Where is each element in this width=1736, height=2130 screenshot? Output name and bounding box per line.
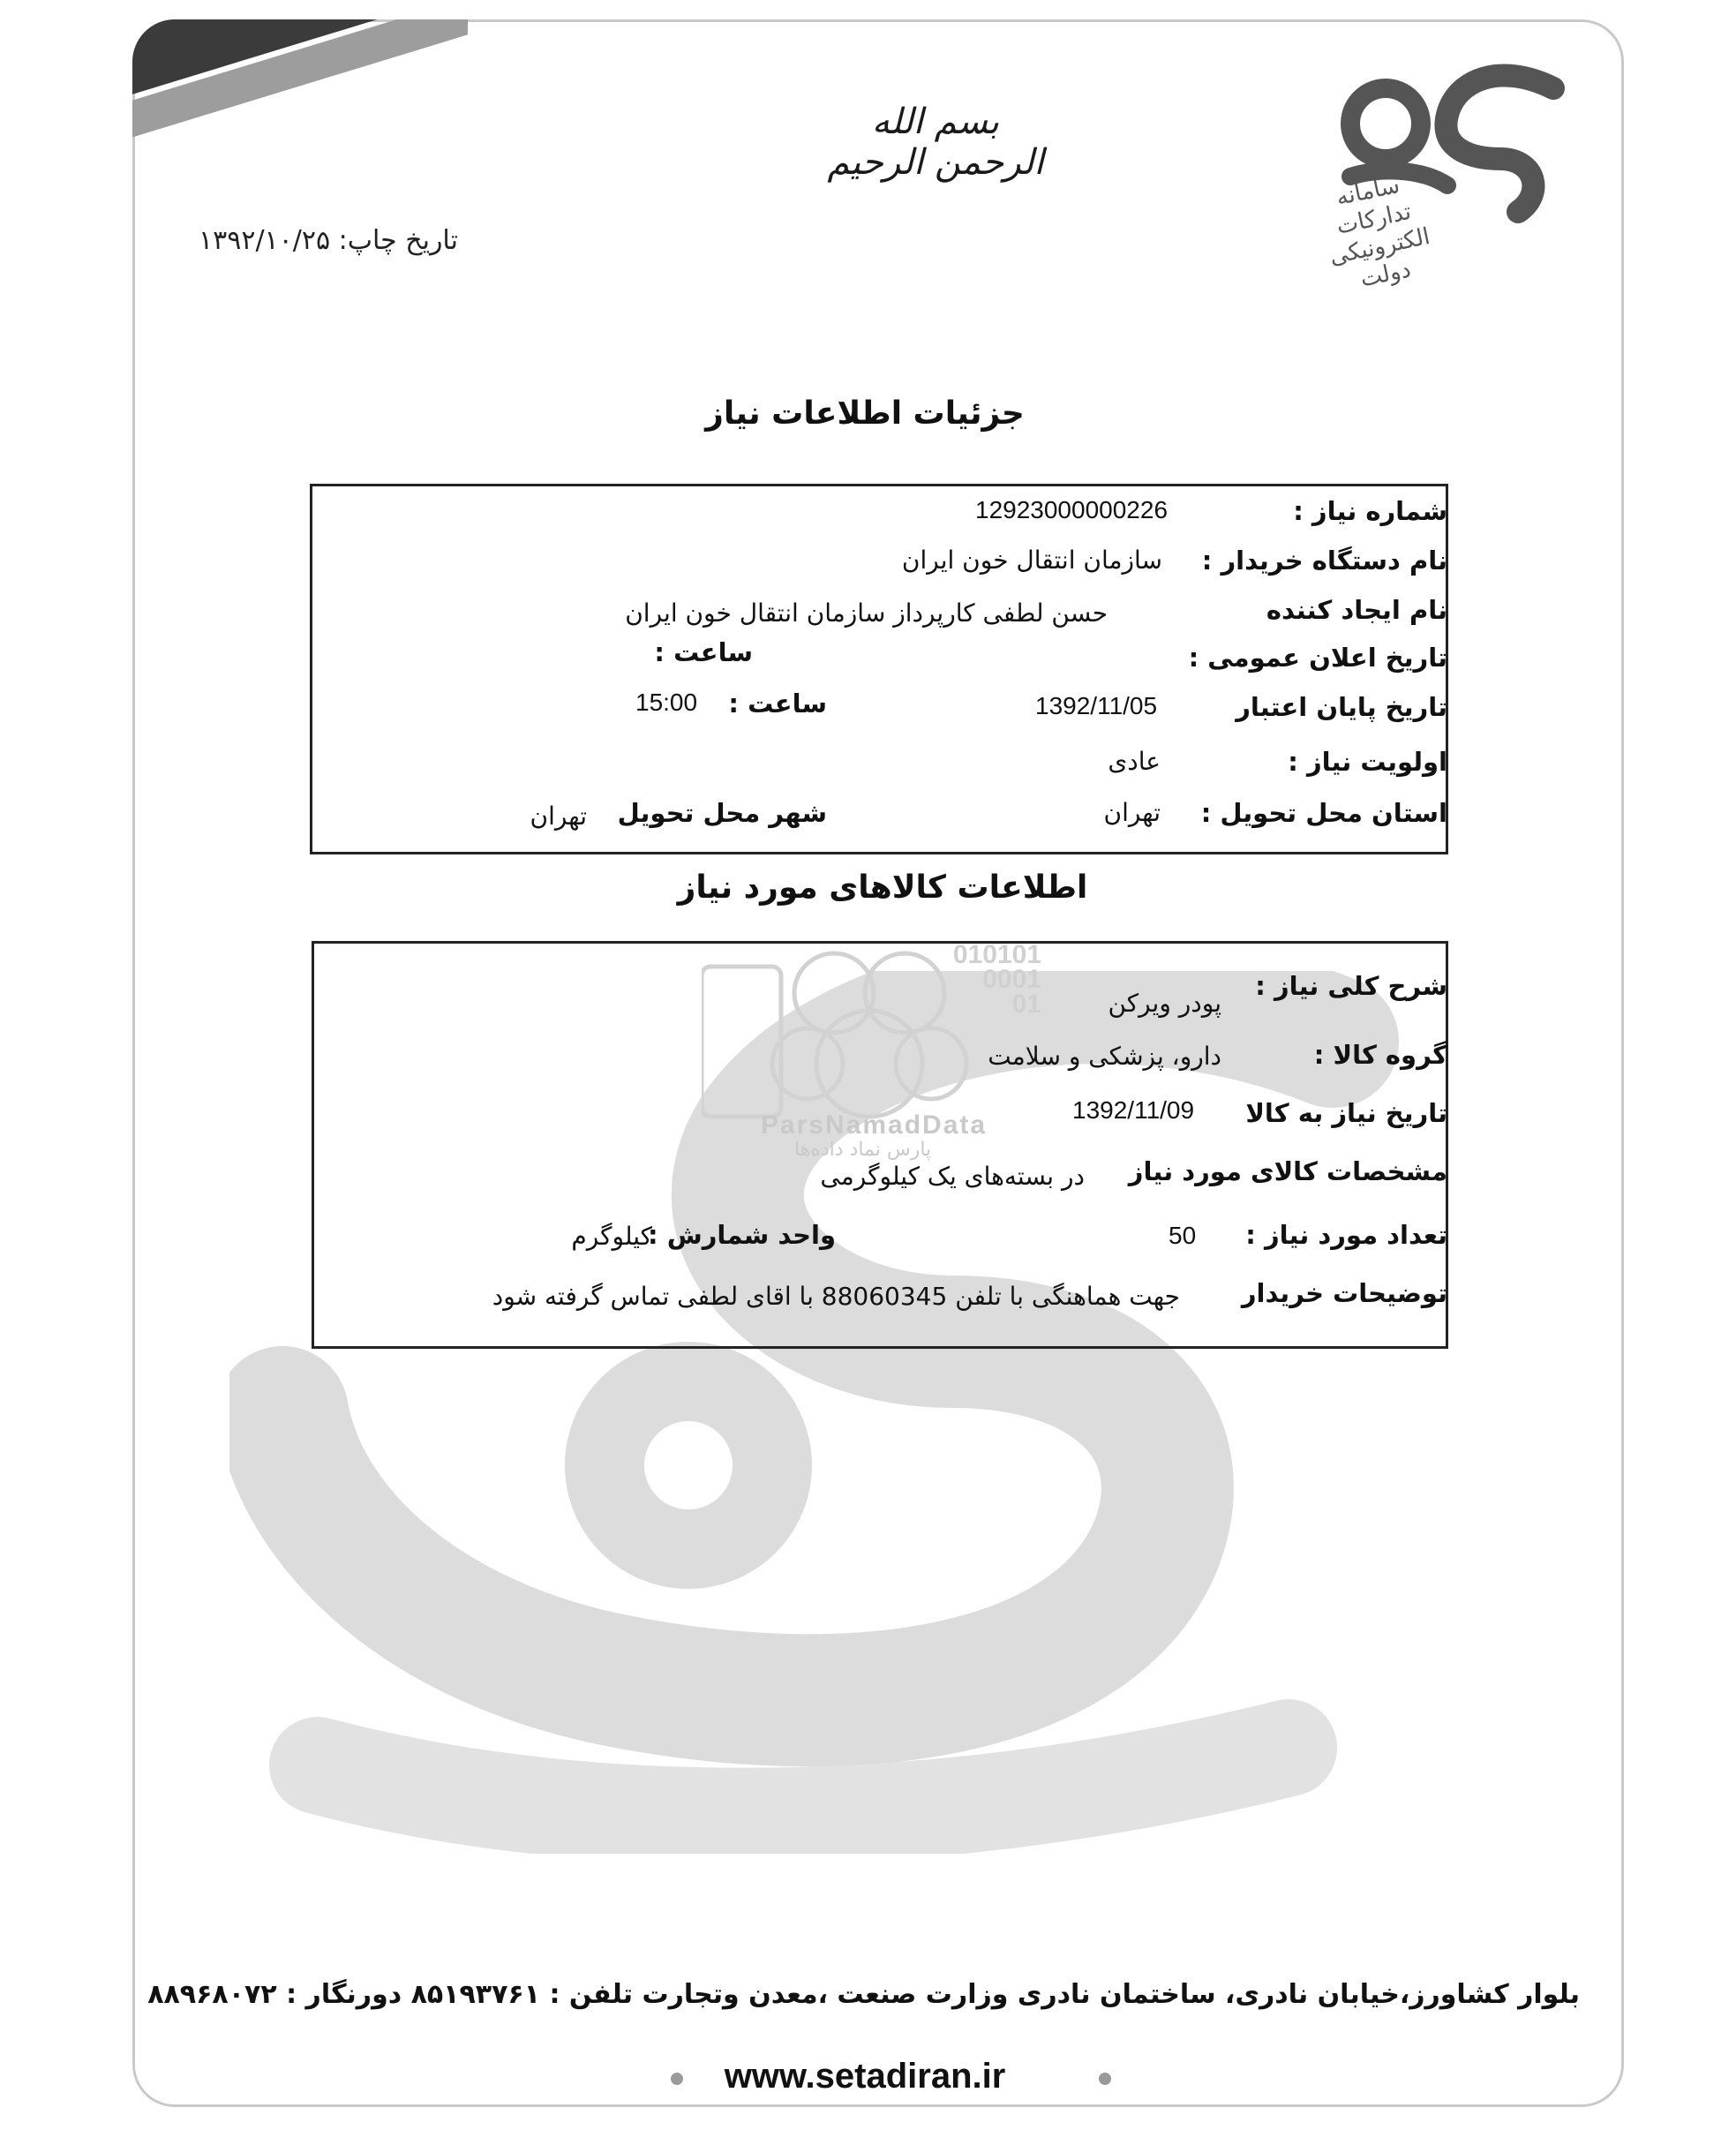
notes-label: توضیحات خریدار [1241,1278,1447,1308]
announce-time-label: ساعت : [654,637,753,667]
group-value: دارو، پزشکی و سلامت [988,1042,1221,1071]
announce-date-label: تاریخ اعلان عمومی : [1188,643,1447,673]
need-date-label: تاریخ نیاز به کالا [1245,1098,1447,1128]
unit-label: واحد شمارش : [648,1220,836,1250]
quantity-label: تعداد مورد نیاز : [1245,1220,1447,1250]
priority-label: اولویت نیاز : [1288,747,1447,777]
unit-value: کیلوگرم [571,1222,652,1251]
notes-value: جهت هماهنگی با تلفن 88060345 با اقای لطفی تماس گرفته شود [492,1282,1180,1311]
watermark-digits-line: 010101 [952,940,1041,969]
summary-label: شرح کلی نیاز : [1255,971,1447,1001]
validity-end-date: 1392/11/05 [1035,692,1158,719]
need-number-value: 12923000000226 [975,496,1169,523]
validity-end-label: تاریخ پایان اعتبار [1236,692,1447,722]
city-label: شهر محل تحویل [617,798,827,828]
watermark-digits [883,940,1041,1019]
summary-value: پودر ویرکن [1108,989,1221,1018]
province-label: استان محل تحویل : [1200,798,1447,828]
group-label: گروه کالا : [1313,1040,1447,1070]
watermark-brand-sub: پارس نماد داده‌ها [794,1139,932,1161]
goods-info-title: اطلاعات کالاهای مورد نیاز [677,869,1088,906]
logo-caption: سامانه تدارکات الکترونیکی دولت [1326,171,1432,293]
iran-emblem-icon: ☫ [309,69,343,109]
footer-url[interactable]: www.setadiran.ir [724,2057,1006,2096]
need-date-value: 1392/11/09 [1072,1096,1195,1124]
need-details-title: جزئیات اطلاعات نیاز [705,395,1025,432]
basmala: بسم الله الرحمن الرحیم [827,102,1044,183]
buyer-value: سازمان انتقال خون ایران [901,546,1162,575]
quantity-value: 50 [1169,1222,1197,1249]
validity-time-label: ساعت : [728,689,827,719]
buyer-label: نام دستگاه خریدار : [1201,546,1447,576]
footer-address: بلوار کشاورز،خیابان نادری، ساختمان نادری وزارت صنعت ،معدن وتجارت تلفن : ۸۵۱۹۳۷۶۱ دورنگار : ۸۸۹۶۸۰۷۲ [147,1979,1580,2010]
priority-value: عادی [1108,747,1161,776]
creator-value: حسن لطفی کارپرداز سازمان انتقال خون ایران [625,598,1108,628]
province-value: تهران [1103,798,1161,827]
city-value: تهران [530,802,587,831]
need-number-label: شماره نیاز : [1293,496,1447,526]
watermark-brand: ParsNamadData [760,1110,988,1140]
watermark-digits-line: 01 [1011,990,1041,1019]
specs-value: در بسته‌های یک کیلوگرمی [820,1162,1085,1191]
print-date: تاریخ چاپ: ۱۳۹۲/۱۰/۲۵ [199,225,458,256]
url-right-dot-icon [1099,2073,1111,2085]
watermark-digits-line: 0001 [982,965,1041,994]
creator-label: نام ایجاد کننده [1266,595,1447,625]
flag-band [132,19,468,161]
validity-time-value: 15:00 [635,689,698,716]
specs-label: مشخصات کالای مورد نیاز [1128,1156,1447,1186]
